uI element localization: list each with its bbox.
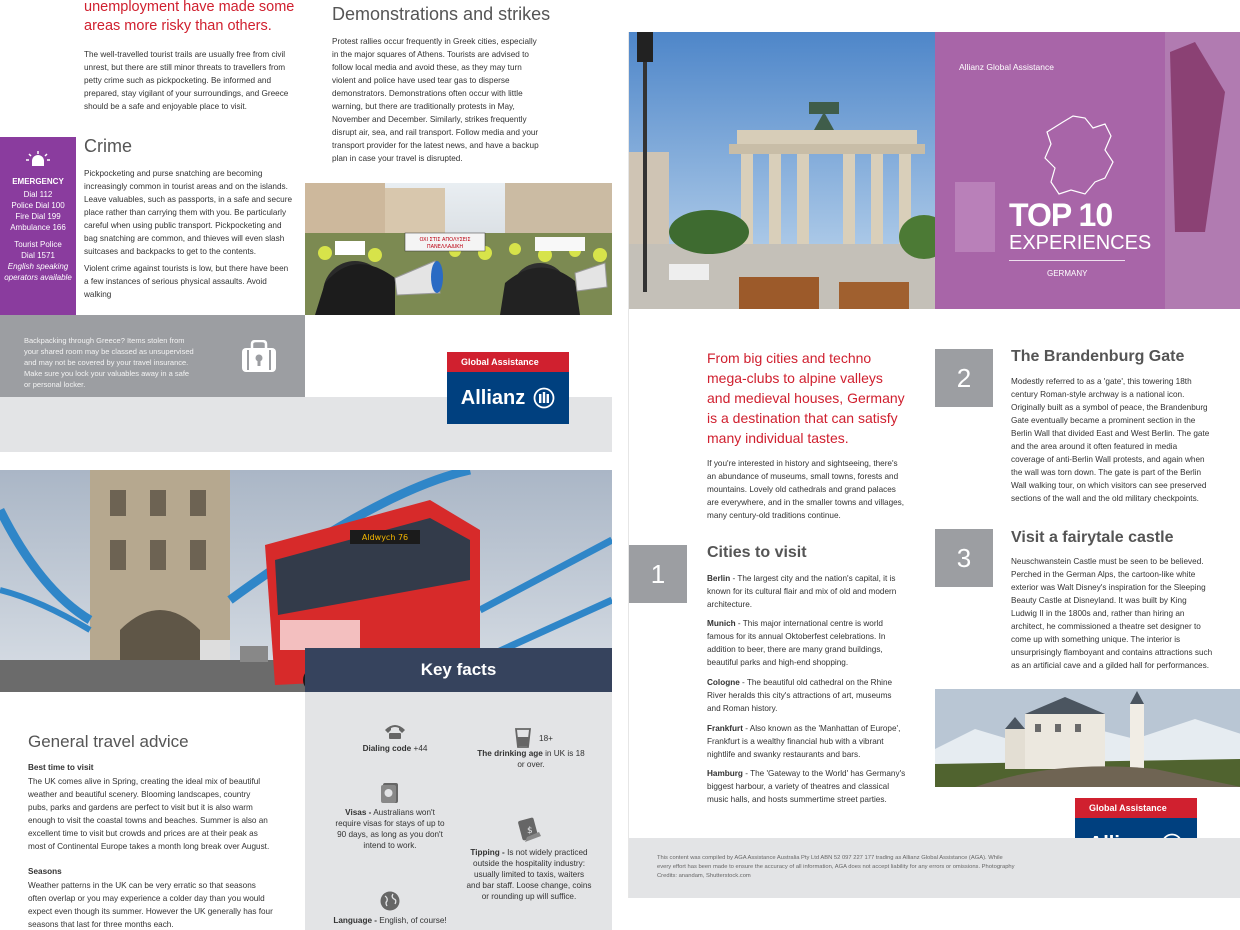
- emergency-line: Dial 112: [23, 190, 53, 199]
- drinking-age-label: The drinking age: [477, 749, 543, 758]
- aga-label: Allianz Global Assistance: [959, 62, 1054, 72]
- top10-title: TOP 10: [1009, 197, 1113, 233]
- disclaimer-footer: [629, 838, 1240, 898]
- language-label: Language -: [333, 916, 378, 925]
- emergency-line: Ambulance 166: [10, 223, 66, 232]
- city-berlin: Berlin - The largest city and the nation's capital, it is known for its cultural flair and mix of old and modern architecture.: [707, 574, 897, 609]
- emergency-title: EMERGENCY: [12, 177, 64, 186]
- best-time-paragraph: The UK comes alive in Spring, creating the ideal mix of beautiful weather and beautiful scenery. Blooming landscapes, country pubs, parks and gardens are perfect to visit but it is also warm enough to visit the coastal towns and beaches. Summer is also an excellent time to visit but crowds and prices are at their peak as most of Continental Europe takes a month long break over August.: [28, 777, 270, 851]
- germany-lead: From big cities and techno mega-clubs to alpine valleys and medieval houses, Germany is a destination that can satisfy many individual tastes.: [707, 350, 905, 446]
- emergency-line: Police Dial 100: [11, 201, 65, 210]
- section-number-2: 2: [935, 349, 993, 407]
- lock-icon: [240, 340, 278, 379]
- greece-lead: unemployment have made some areas more risky than others.: [84, 0, 295, 34]
- passport-icon: [380, 782, 400, 804]
- language-text: English, of course!: [379, 916, 447, 925]
- brandenburg-text: Modestly referred to as a 'gate', this towering 18th century Roman-style archway is a national icon. Originally built as a symbol of peace, the Brandenburg Gate eventually became a prominent section in the Berlin Wall that divided East and West Berlin. The gate and the area around it often featured in media coverage of anti-Berlin Wall protests, and again when the wall was torn down. The gate is part of the Berlin Wall walking tour, on which visitors can see preserved sections of the wall and the old military checkpoints.: [1011, 377, 1210, 503]
- allianz-eagle-icon: [533, 387, 555, 409]
- demonstrations-paragraph: Protest rallies occur frequently in Greek cities, especially in the major squares of Athens. Tourists are advised to follow local media and avoid these, as they may turn violent and police have used tear gas to disperse demonstrators. Demonstrations often occur with little warning, but there are traditionally protests in May, November and December. Similarly, strikes frequently disrupt air, sea, and rail transport. Follow media and your transport provider for the latest news, and have a backup plan in case your travel is disrupted.: [332, 37, 539, 163]
- seasons-label: Seasons: [28, 867, 62, 876]
- section-number-1: 1: [629, 545, 687, 603]
- global-assistance-label: Global Assistance: [1075, 798, 1197, 818]
- germany-intro: If you're interested in history and sightseeing, there's an abundance of museums, small towns, forests and mountains. Lovely old cathedrals and grand palaces are everywhere, and in the smaller towns and villages, many century-old traditions continue.: [707, 459, 905, 520]
- dialing-code-label: Dialing code: [362, 744, 412, 753]
- city-frankfurt: Frankfurt - Also known as the 'Manhattan of Europe', Frankfurt is a wealthy financial hub with a vibrant nightlife and swanky restaurants and bars.: [707, 724, 901, 759]
- experiences-title: EXPERIENCES: [1009, 232, 1152, 254]
- city-cologne: Cologne - The beautiful old cathedral on the Rhine River heralds this city's attractions of art, museums and Roman history.: [707, 678, 893, 713]
- glass-icon: [515, 728, 531, 748]
- visas-fact: [335, 782, 445, 851]
- uk-page: [0, 470, 612, 930]
- crime-heading: Crime: [84, 136, 132, 156]
- brandenburg-gate-photo: [629, 32, 935, 309]
- seasons-paragraph: Weather patterns in the UK can be very erratic so that seasons often overlap or you may experience a colder day than you would expect even though its summer. However the UK generally has four seasons that last for three months each.: [28, 881, 273, 929]
- allianz-logo: [447, 352, 569, 424]
- title-divider: [1009, 260, 1125, 261]
- greece-intro-paragraph: The well-travelled tourist trails are usually free from civil unrest, but there are still minor threats to travellers from petty crime such as pickpocketing. Be informed and prepared, stay vigilant of your surroundings, and Greece should be a safe and enjoyable place to visit.: [84, 50, 289, 111]
- bus-destination-sign: Aldwych 76: [361, 533, 409, 542]
- drinking-age-fact: [476, 728, 586, 770]
- cities-heading: Cities to visit: [707, 544, 807, 561]
- city-hamburg: Hamburg - The 'Gateway to the World' has Germany's biggest harbour, a variety of theatres and classical music halls, and hosts summertime street parties.: [707, 769, 906, 804]
- visas-text: Australians won't require visas for stays of up to 90 days, as long as you don't intend to work.: [335, 808, 445, 850]
- crime-paragraph-1: Pickpocketing and purse snatching are becoming increasingly common in tourist areas and on the islands. Leave valuables, such as passports, in a safe and secure place rather than carrying them with you. Be particularly careful when using public transport. Pickpocketing and bag snatching are common, and thieves will even slash suitcases and backpacks to get to the contents.: [84, 169, 292, 256]
- top10-cover-panel: [935, 32, 1240, 309]
- drinking-age-value: 18+: [539, 733, 553, 743]
- globe-icon: [379, 890, 401, 912]
- castle-heading: Visit a fairytale castle: [1011, 529, 1174, 546]
- siren-icon: [26, 151, 50, 167]
- backpacking-tip-box: Backpacking through Greece? Items stolen from your shared room may be classed as unsupervised and may not be covered by your travel insurance. Make sure you lock your valuables away in a safe or personal locker.: [0, 315, 305, 397]
- emergency-line: Tourist Police: [14, 240, 62, 249]
- city-munich: Munich - This major international centre is world famous for its annual Oktoberfest celebrations. In addition to beer, there are many grand buildings, beautiful parks and high-end shopping.: [707, 619, 886, 667]
- dialing-code-fact: [345, 722, 445, 754]
- crime-paragraph-2: Violent crime against tourists is low, but there have been a few instances of serious physical assaults. Avoid walking: [84, 264, 289, 299]
- svg-text:$: $: [527, 826, 533, 836]
- germany-page: [628, 32, 1240, 898]
- phone-icon: [383, 722, 407, 740]
- protest-photo: [305, 183, 612, 315]
- emergency-line: Fire Dial 199: [15, 212, 61, 221]
- protest-banner-text: OXI ΣΤΙΣ ΑΠΟΛΥΣΕΙΣ: [419, 237, 471, 243]
- tip-money-icon: [515, 816, 543, 844]
- key-facts-heading: Key facts: [305, 648, 612, 692]
- brandenburg-heading: The Brandenburg Gate: [1011, 348, 1185, 365]
- tipping-label: Tipping -: [470, 848, 505, 857]
- castle-text: Neuschwanstein Castle must be seen to be believed. Perched in the German Alps, the cartoon-like white exterior was Walt Disney's inspiration for the Sleeping Beauty Castle at Disneyland. It was built by King Ludwig II in the 1800s and, rather than hiring an architect, he commissioned a theatre set designer to come up with something unique. The interior is unsurprisingly flamboyant and contains attractions such as an artificial cave and a gilded hall for performances.: [1011, 557, 1213, 670]
- allianz-wordmark: Allianz: [460, 386, 526, 409]
- tipping-text: Is not widely practiced outside the hospitality industry: usually limited to taxis, waiters and bar staff. Loose change, coins or rounding up will suffice.: [466, 848, 592, 901]
- country-label: GERMANY: [1047, 269, 1088, 278]
- dialing-code-value: +44: [413, 744, 428, 753]
- demonstrations-heading: Demonstrations and strikes: [332, 4, 551, 24]
- tipping-fact: [466, 816, 592, 902]
- protest-banner-text: ΠΑΝΕΛΛΑΔΙΚΗ: [426, 244, 464, 250]
- emergency-box: [0, 137, 76, 315]
- greece-page: [0, 0, 612, 452]
- general-advice-heading: General travel advice: [28, 732, 189, 751]
- section-number-3: 3: [935, 529, 993, 587]
- emergency-line: Dial 1571: [21, 251, 55, 260]
- visas-label: Visas -: [345, 808, 372, 817]
- language-fact: [325, 890, 455, 926]
- best-time-label: Best time to visit: [28, 763, 94, 772]
- neuschwanstein-photo: [935, 689, 1240, 787]
- emergency-note: English speaking operators available: [4, 262, 72, 282]
- disclaimer-text: This content was compiled by AGA Assistance Australia Pty Ltd ABN 52 097 227 177 trading as Allianz Global Assistance (AGA). While every effort has been made to ensure the accuracy of all information, AGA does not accept liability for any errors or omissions. Photography Credits: anandam, Shutterstock.com: [657, 855, 1015, 879]
- drinking-age-text: in UK is 18 or over.: [517, 749, 585, 769]
- global-assistance-label: Global Assistance: [447, 352, 569, 372]
